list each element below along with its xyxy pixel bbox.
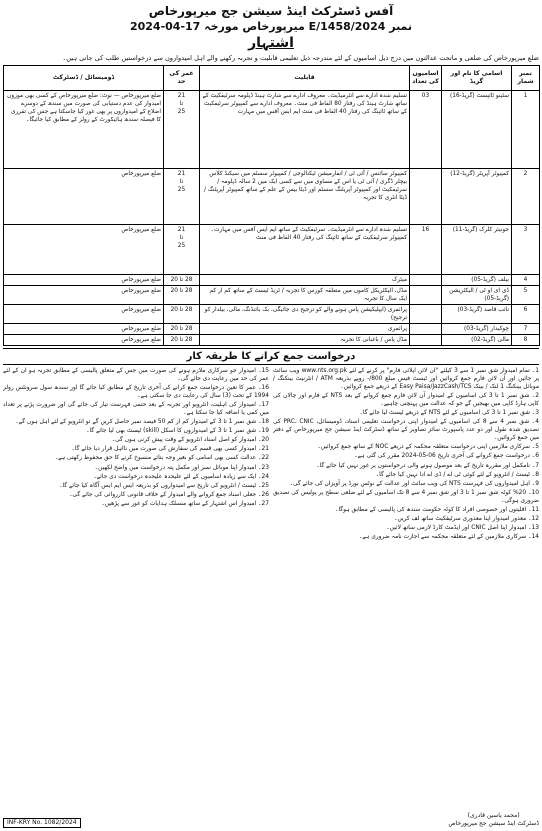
- page-title: اشتہار: [248, 35, 294, 51]
- row-age: [164, 91, 200, 169]
- age-sep: تا: [179, 235, 184, 241]
- instruction-item: 16۔ عمر کا تعین درخواست جمع کرانے کی آخری تاریخ کے مطابق کیا جائے گا اور سندھ سول سرونٹس رولز 1994 کے تحت (3) سال کی رعایت دی جا سکتی ہے۔: [3, 385, 269, 400]
- row-post: بیلف (گریڈ-05): [442, 275, 512, 286]
- instruction-item: 25۔ ٹیسٹ / انٹرویو کی تاریخ سے امیدواروں کو بذریعہ ایس ایم ایس آگاہ کیا جائے گا۔: [59, 482, 269, 489]
- instruction-item: 10۔ 20% کوٹہ شق نمبر 1 تا 3 اور شق نمبر 4 سے 8 تک اسامیوں کے لئے ضلعی سطح پر پولیس کی تصدیق ضروری ہوگی۔: [273, 489, 539, 504]
- inf-number: INF-KRY No. 1082/2024: [3, 818, 81, 828]
- row-post: جونیئر کلرک (گریڈ-11): [442, 225, 512, 275]
- row-count: [410, 275, 442, 286]
- instruction-item: 23۔ امیدوار اپنا موبائل نمبر اور مکمل پتہ درخواست میں واضح لکھیں۔: [94, 464, 269, 471]
- col-header-qualification: قابلیت: [200, 66, 410, 91]
- table-row: [4, 286, 540, 305]
- col-header-domicile: ڈومیسائل / ڈسٹرکٹ: [4, 66, 164, 91]
- row-number: 3: [512, 225, 540, 275]
- table-row: [4, 305, 540, 324]
- row-post: کمپیوٹر آپریٹر (گریڈ-12): [442, 169, 512, 225]
- row-post: سٹینو ٹائپسٹ (گریڈ-16): [442, 91, 512, 169]
- age-sep: تا: [179, 101, 184, 107]
- instruction-item: 12۔ معذور امیدوار اپنا معذوری سرٹیفکیٹ ساتھ لف کریں۔: [394, 515, 539, 522]
- row-post: مالی (گریڈ-02): [442, 335, 512, 346]
- instruction-item: 3۔ شق نمبر 1 تا 3 کی اسامیوں کے لئے NTS کے ذریعے ٹیسٹ لیا جائے گا۔: [359, 410, 539, 417]
- publication-block: [3, 818, 81, 828]
- row-domicile: ضلع میرپورخاص: [4, 335, 164, 346]
- row-domicile: ضلع میرپورخاص: [4, 225, 164, 275]
- table-row: [4, 91, 540, 169]
- instruction-item: 8۔ ٹیسٹ / انٹرویو کے لئے کوئی ٹی اے / ڈی اے ادا نہیں کیا جائے گا۔: [375, 471, 539, 478]
- instruction-item: 19۔ شق نمبر 1 تا 3 کے امیدواروں کا اسکل (skill) ٹیسٹ بھی لیا جائے گا۔: [86, 428, 269, 435]
- row-number: 8: [512, 335, 540, 346]
- instruction-item: 2۔ شق نمبر 1 تا 3 کی اسامیوں کے امیدوار آن لائن فارم جمع کروانے کے بعد NTS کے فارم اور چالان کی کاپی ہارڈ کاپی میں بھیجیں گے جو کہ عدالت میں پہنچنی چاہیے۔: [273, 393, 539, 408]
- instruction-item: 9۔ اہل امیدواروں کی فہرست NTS کی ویب سائٹ اور عدالت کے نوٹس بورڈ پر آویزاں کی جائے گی۔: [289, 480, 539, 487]
- instruction-item: 21۔ امیدوار کسی بھی قسم کی سفارش کی صورت میں نااہل قرار دیا جائے گا۔: [71, 446, 269, 453]
- row-number: 6: [512, 305, 540, 324]
- instruction-item: 11۔ اقلیتوں اور خصوصی افراد کا کوٹہ حکومت سندھ کی پالیسی کے مطابق ہوگا۔: [335, 506, 539, 513]
- row-qualification: پرائمری: [200, 324, 410, 335]
- instruction-item: 20۔ امیدوار کو اصل اسناد انٹرویو کے وقت پیش کرنی ہوں گی۔: [111, 437, 269, 444]
- row-domicile: ضلع میرپورخاص — نوٹ: ضلع میرپورخاص کے کسی بھی موزوں امیدوار کی عدم دستیابی کی صورت میں سندھ کے دوسرے اضلاع کے امیدواروں پر بھی غور کیا جاسکتا ہے جس کی تقرری کا فیصلہ سندھ ہائیکورٹ کے رولز کے مطابق کیا جائیگا۔: [4, 91, 164, 169]
- instruction-item: 18۔ شق نمبر 1 تا 3 کے امیدوار کم از کم 50 فیصد نمبر حاصل کریں گے تو انٹرویو کے لئے اہل ہوں گے۔: [15, 419, 269, 426]
- row-domicile: ضلع میرپورخاص: [4, 324, 164, 335]
- table-row: [4, 275, 540, 286]
- row-qualification: میٹرک: [200, 275, 410, 286]
- instructions-left-column: [3, 367, 269, 752]
- row-age: 28 تا 20: [164, 305, 200, 324]
- row-domicile: ضلع میرپورخاص: [4, 305, 164, 324]
- row-count: [410, 286, 442, 305]
- reference-line: نمبر E/1458/2024 میرپورخاص مورخہ 17-04-2024: [129, 20, 413, 33]
- col-header-count: اسامیوں کی تعداد: [410, 66, 442, 91]
- header: [3, 4, 539, 51]
- instruction-item: 1۔ تمام امیدوار شق نمبر 1 سے 3 کیلئے "آن لائن اپلائی فارم" پر کرنے کے لئے www.nts.org.pk ویب سائٹ پر جائیں اور آن لائن فارم جمع کروائیں اور ٹیسٹ فیس مبلغ 800/- روپے بذریعہ ATM / انٹرنیٹ بینکنگ / موبائل بینکنگ 1 لنک / بینک Easy Paisa/JazzCash/TCS کے ذریعے جمع کروائیں۔: [273, 368, 539, 391]
- row-domicile: ضلع میرپورخاص: [4, 169, 164, 225]
- office-name: آفس ڈسٹرکٹ اینڈ سیشن جج میرپورخاص: [148, 4, 394, 18]
- signature-block: [448, 812, 539, 828]
- row-qualification: پرائمری (ایپلیکیشن پاس ہونے والے کو ترجیح دی جائیگی، بک بائنڈنگ، مالی، بیلدار کو ترجیح): [200, 305, 410, 324]
- age-min: 21: [177, 227, 186, 233]
- row-post: چوکیدار (گریڈ-03): [442, 324, 512, 335]
- row-number: 1: [512, 91, 540, 169]
- col-header-post: اسامی کا نام اور گریڈ: [442, 66, 512, 91]
- instruction-item: 15۔ امیدوار جو سرکاری ملازم ہونے کی صورت میں جس کے متعلق پالیسی کے مطابق تجربہ ہو ان کے لئے عمر کی حد میں رعایت دی جائے گی۔: [3, 368, 269, 383]
- instruction-item: 6۔ درخواست جمع کروانے کی آخری تاریخ 06-05-2024 مقرر کی گئی ہے۔: [354, 453, 539, 460]
- row-age: 28 تا 20: [164, 286, 200, 305]
- age-max: 25: [177, 187, 186, 193]
- instruction-item: 4۔ شق نمبر 4 سے 8 کی اسامیوں کے امیدوار اپنی درخواست تعلیمی اسناد، ڈومیسائل، PRC، CNIC کی تصدیق شدہ نقول اور دو عدد پاسپورٹ سائز تصاویر کے ساتھ ڈسٹرکٹ اینڈ سیشن جج میرپورخاص کے دفتر میں جمع کروائیں۔: [273, 419, 539, 442]
- row-number: 5: [512, 286, 540, 305]
- row-post: نائب قاصد (گریڈ-03): [442, 305, 512, 324]
- instruction-item: 7۔ نامکمل اور مقررہ تاریخ کے بعد موصول ہونے والی درخواستوں پر غور نہیں کیا جائے گا۔: [316, 462, 539, 469]
- instruction-item: 24۔ ایک سے زیادہ اسامیوں کے لئے علیحدہ علیحدہ درخواست دی جائے۔: [93, 473, 269, 480]
- posts-table: [3, 65, 540, 346]
- intro-text: ضلع میرپورخاص کی ضلعی و ماتحت عدالتوں میں درج ذیل اسامیوں کے لئے مندرجہ ذیل تعلیمی قابلیت و تجربہ رکھنے والے اہل امیدواروں سے درخواستیں طلب کی جاتی ہیں۔: [62, 54, 539, 62]
- table-header-row: [4, 66, 540, 91]
- instruction-item: 26۔ جعلی اسناد جمع کروانے والے امیدوار کے خلاف قانونی کارروائی کی جائے گی۔: [68, 491, 269, 498]
- age-sep: تا: [179, 179, 184, 185]
- row-qualification: تسلیم شدہ ادارے سے انٹرمیڈیٹ۔ معروف ادارے سے شارٹ ہینڈ ڈپلومہ سرٹیفکیٹ کے ساتھ شارٹ ہینڈ کی رفتار 80 الفاظ فی منٹ۔ معروف ادارے سے کمپیوٹر سرٹیفکیٹ کے ساتھ ٹائپنگ کی رفتار 40 الفاظ فی منٹ ایم ایس آفس میں مہارت: [200, 91, 410, 169]
- row-qualification: مڈل پاس / باغبانی کا تجربہ: [200, 335, 410, 346]
- table-row: [4, 225, 540, 275]
- row-count: 03: [410, 91, 442, 169]
- row-count: [410, 305, 442, 324]
- row-domicile: ضلع میرپورخاص: [4, 275, 164, 286]
- col-header-number: نمبر شمار: [512, 66, 540, 91]
- instructions-right-column: [273, 367, 539, 752]
- age-max: 25: [177, 109, 186, 115]
- instruction-item: 14۔ سرکاری ملازمین کے لئے متعلقہ محکمہ سے اجازت نامہ ضروری ہے۔: [358, 533, 539, 540]
- table-row: [4, 335, 540, 346]
- row-count: 16: [410, 225, 442, 275]
- row-number: 7: [512, 324, 540, 335]
- row-age: 28 تا 20: [164, 335, 200, 346]
- row-age: [164, 169, 200, 225]
- instruction-item: 27۔ امیدوار اس اشتہار کے ساتھ منسلک ہدایات کو غور سے پڑھیں۔: [101, 500, 269, 507]
- signer-title: ڈسٹرکٹ اینڈ سیشن جج میرپورخاص: [448, 820, 539, 827]
- table-row: [4, 169, 540, 225]
- instruction-item: 17۔ امیدوار کی اہلیت، انٹرویو اور تجربہ کے بعد حتمی فہرست تیار کی جائے گی اور ضرورت پڑنے پر تعداد میں کمی یا اضافہ کیا جا سکتا ہے۔: [3, 402, 269, 417]
- col-header-age: عمر کی حد: [164, 66, 200, 91]
- signer-name: (محمد یاسین قادری): [467, 812, 520, 819]
- row-qualification: مڈل، الیکٹریکل کاموں میں متعلقہ کورس کا تجربہ / ٹریڈ ٹیسٹ کے ساتھ کم از کم ایک سال کا تجربہ: [200, 286, 410, 305]
- row-count: [410, 335, 442, 346]
- procedure-title: درخواست جمع کرانے کا طریقہ کار: [3, 348, 539, 365]
- row-qualification: کمپیوٹر سائنس / آئی ٹی / انفارمیشن ٹیکنالوجی / کمپیوٹر سسٹم میں سیکنڈ کلاس بیچلر ڈگری / آئی ٹی یا اس کے مساوی میں سے کسی ایک میں 2 سالہ ڈپلومہ / سرٹیفکیٹ اور کمپیوٹر آپریٹنگ سسٹم اور ڈیٹا بیس کے علم کے ساتھ کمپیوٹر آپریٹنگ / ڈیٹا انٹری کا تجربہ: [200, 169, 410, 225]
- row-number: 2: [512, 169, 540, 225]
- row-number: 4: [512, 275, 540, 286]
- row-domicile: ضلع میرپورخاص: [4, 286, 164, 305]
- instruction-item: 13۔ امیدوار اپنا اصل CNIC اور ایڈمٹ کارڈ لازمی ساتھ لائیں۔: [386, 524, 539, 531]
- age-min: 21: [177, 93, 186, 99]
- footer: [3, 810, 539, 828]
- row-count: [410, 324, 442, 335]
- instruction-item: 5۔ سرکاری ملازمین اپنی درخواست متعلقہ محکمہ کے ذریعے NOC کے ساتھ جمع کروائیں۔: [317, 444, 539, 451]
- row-age: 28 تا 20: [164, 275, 200, 286]
- row-post: ڈی ای او ٹی / الیکٹریشن (گریڈ-05): [442, 286, 512, 305]
- age-min: 21: [177, 171, 186, 177]
- row-age: [164, 225, 200, 275]
- row-qualification: تسلیم شدہ ادارے سے انٹرمیڈیٹ۔ سرٹیفکیٹ کے ساتھ ایم ایس آفس میں مہارت۔ کمپیوٹر سرٹیفکیٹ کے ساتھ ٹائپنگ کی رفتار 40 الفاظ فی منٹ: [200, 225, 410, 275]
- row-count: [410, 169, 442, 225]
- row-age: 28 تا 20: [164, 324, 200, 335]
- instructions: [3, 367, 539, 752]
- instruction-item: 22۔ عدالت کسی بھی اسامی کو بغیر وجہ بتائے منسوخ کرنے کا حق محفوظ رکھتی ہے۔: [54, 455, 269, 462]
- table-row: [4, 324, 540, 335]
- age-max: 25: [177, 243, 186, 249]
